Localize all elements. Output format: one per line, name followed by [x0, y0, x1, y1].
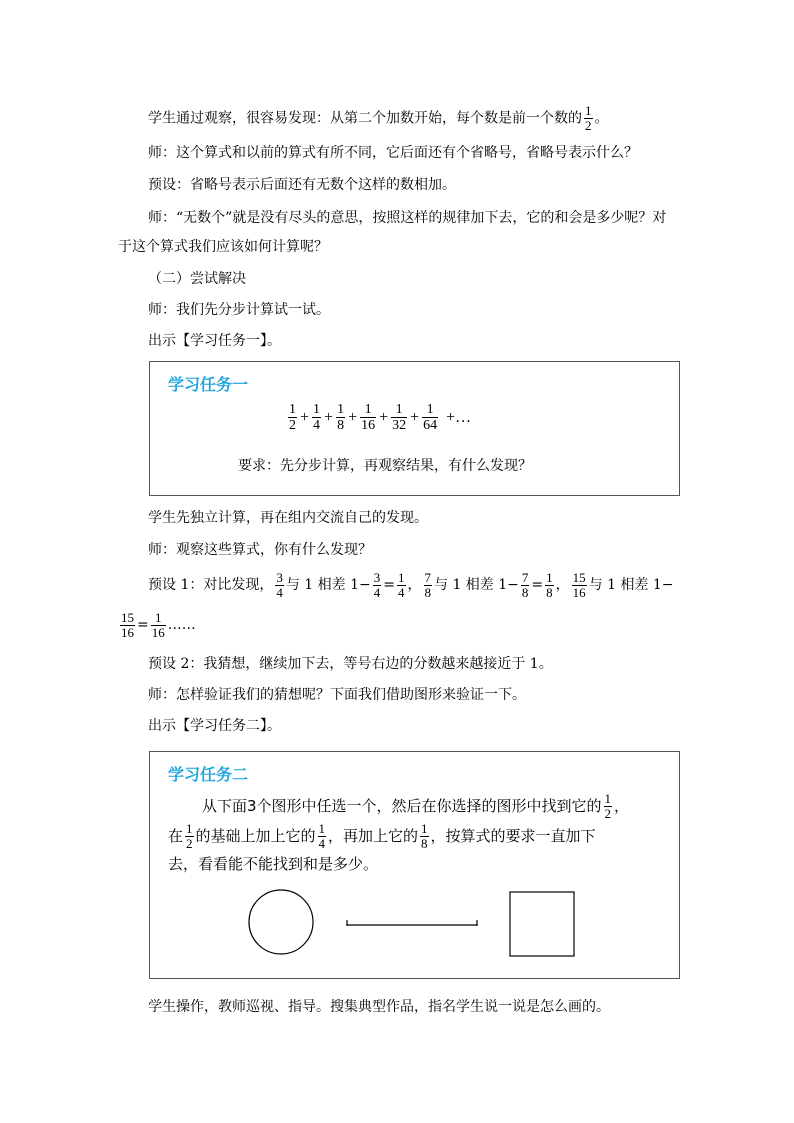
- term-2: $\frac{1}{4}$: [313, 402, 321, 433]
- task2-shapes: [150, 752, 679, 978]
- paragraph-show-task1: 出示【学习任务一】。: [148, 333, 281, 349]
- paragraph-operate: 学生操作，教师巡视、指导。搜集典型作品，指名学生说一说是怎么画的。: [148, 999, 610, 1015]
- plus-sign: +: [324, 408, 334, 426]
- paragraph-teacher-question: 师：这个算式和以前的算式有所不同，它后面还有个省略号，省略号表示什么？: [148, 145, 638, 161]
- segment-shape: [347, 920, 477, 926]
- term-1: $\frac{1}{2}$: [289, 402, 296, 433]
- plus-sign: +: [348, 408, 358, 426]
- task2-title: 学习任务二: [168, 765, 249, 784]
- fraction-one-half: $\frac{1}{2}$: [585, 103, 592, 133]
- term-3: $\frac{1}{8}$: [337, 402, 345, 433]
- plus-sign: +: [410, 408, 420, 426]
- paragraph-preset1-cont: $\frac{15}{16}$ = $\frac{1}{16}$ ……: [121, 609, 196, 640]
- section-heading: （二）尝试解决: [148, 271, 246, 287]
- tail-ellipsis: +…: [446, 408, 472, 426]
- paragraph-show-task2: 出示【学习任务二】。: [148, 718, 281, 734]
- paragraph-preset-ellipsis: 预设：省略号表示后面还有无数个这样的数相加。: [148, 177, 456, 193]
- paragraph-preset2: 预设 2：我猜想，继续加下去，等号右边的分数越来越接近于 1。: [148, 656, 553, 672]
- task2-line3: 去，看看能不能找到和是多少。: [168, 855, 379, 873]
- paragraph-observe: 师：观察这些算式，你有什么发现？: [148, 542, 372, 558]
- observation-text: 学生通过观察，很容易发现：从第二个加数开始，每个数是前一个数的: [148, 110, 582, 127]
- paragraph-stepwise: 师：我们先分步计算试一试。: [148, 302, 330, 318]
- task2-box: [149, 751, 680, 979]
- task1-box: [149, 361, 680, 496]
- paragraph-infinite-line2: 于这个算式我们应该如何计算呢？: [118, 239, 328, 255]
- term-4: $\frac{1}{16}$: [361, 402, 376, 433]
- plus-sign: +: [379, 408, 389, 426]
- task2-line2: 在 $\frac{1}{2}$ 的基础上加上它的 $\frac{1}{4}$ ，再加上它的 $\frac{1}{8}$ ，按算式的要求一直加下: [168, 821, 596, 851]
- task1-equation: [286, 402, 472, 433]
- circle-shape: [249, 890, 313, 954]
- paragraph-independent: 学生先独立计算，再在组内交流自己的发现。: [148, 510, 428, 526]
- task2-line1: 从下面3个图形中任选一个，然后在你选择的图形中找到它的 $\frac{1}{2}$ ，: [202, 791, 630, 821]
- term-6: $\frac{1}{64}$: [423, 402, 438, 433]
- task1-requirement: 要求：先分步计算，再观察结果，有什么发现？: [238, 458, 532, 474]
- paragraph-infinite-line1: 师：“无数个”就是没有尽头的意思，按照这样的规律加下去，它的和会是多少呢？对: [148, 210, 667, 226]
- square-shape: [510, 892, 574, 956]
- paragraph-verify: 师：怎样验证我们的猜想呢？下面我们借助图形来验证一下。: [148, 687, 526, 703]
- task1-title: 学习任务一: [168, 375, 249, 394]
- paragraph-observation: 学生通过观察，很容易发现：从第二个加数开始，每个数是前一个数的 $\frac{1}{2}$ 。: [148, 103, 609, 133]
- term-5: $\frac{1}{32}$: [392, 402, 407, 433]
- paragraph-preset1: 预设 1：对比发现， $\frac{3}{4}$ 与 1 相差 1− $\frac{3}{4}$ = $\frac{1}{4}$ ， $\frac{7}{8}$ 与 1 相差 1− $\frac{7}{8}$ = $\frac{1}{8}$ ， $\frac{15}{16}$ 与 1 相差 1−: [148, 569, 674, 600]
- plus-sign: +: [300, 408, 310, 426]
